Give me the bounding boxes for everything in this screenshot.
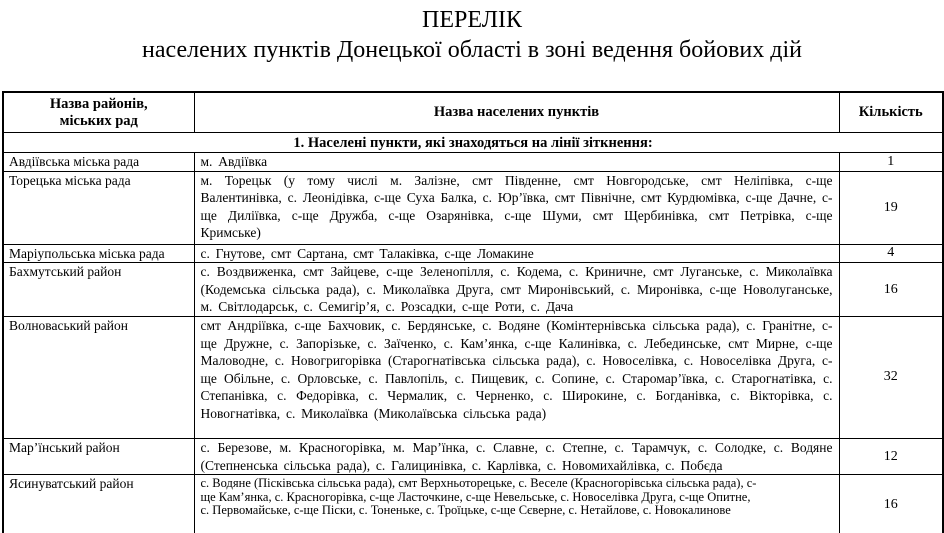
count-cell: 19 [839, 171, 943, 244]
settlements-cell: м. Авдіївка [194, 153, 839, 172]
district-cell: Маріупольська міська рада [3, 244, 194, 263]
district-cell: Волноваський район [3, 316, 194, 438]
header-settlements: Назва населених пунктів [194, 92, 839, 133]
header-districts [3, 92, 194, 133]
settlements-cell: с. Водяне (Пісківська сільська рада), смт Верхньоторецьке, с. Веселе (Красногорівська сільська рада), с-ще Кам’янка, с. Красногорівка, с-ще Ласточкине, с-ще Невельське, с. Новоселівка Друга, с-ще Опитне, с. Первомайське, с-ще Піски, с. Тоненьке, с. Троїцьке, с-ще Сєверне, с. Нетайлове, с. Новокалинове [194, 475, 839, 533]
table-row [3, 244, 943, 263]
table-header-row [3, 92, 943, 133]
page-title [0, 5, 944, 65]
settlements-table [2, 91, 944, 533]
title-line-2: населених пунктів Донецької області в зоні ведення бойових дій [142, 37, 802, 63]
count-cell: 1 [839, 153, 943, 172]
header-districts-line1: Назва районів, [49, 95, 148, 112]
section-row [3, 133, 943, 153]
settlements-cell: смт Андріївка, с-ще Бахчовик, с. Бердянське, с. Водяне (Комінтернівська сільська рада), с. Гранітне, с-ще Дружне, с. Запорізьке, с. Заїченко, с. Кам’янка, с-ще Калинівка, с. Лебединське, смт Мирне, с-ще Маловодне, с. Новогригорівка (Старогнатівська сільська рада), с. Новоселівка, с. Новоселівка Друга, с-ще Обільне, с. Орловське, с. Павлопіль, с. Пищевик, с. Сопине, с. Старомар’ївка, с. Старогнатівка, с. Степанівка, с. Федорівка, с. Чермалик, с. Черненко, с. Широкине, с. Богданівка, с. Вікторівка, с. Новогнатівка, с. Миколаївка (Миколаївська сільська рада) [194, 316, 839, 438]
section-title: 1. Населені пункти, які знаходяться на лінії зіткнення: [3, 133, 943, 153]
count-cell: 12 [839, 438, 943, 474]
title-line-1: ПЕРЕЛІК [422, 7, 522, 33]
count-cell: 32 [839, 316, 943, 438]
district-cell: Ясинуватський район [3, 475, 194, 533]
district-cell: Мар’їнський район [3, 438, 194, 474]
table-row [3, 171, 943, 244]
table-row [3, 475, 943, 533]
district-cell: Авдіївська міська рада [3, 153, 194, 172]
count-cell: 16 [839, 263, 943, 317]
settlements-cell: с. Воздвиженка, смт Зайцеве, с-ще Зеленопілля, с. Кодема, с. Криничне, смт Луганське, с. Миколаївка (Кодемська сільська рада), с. Миколаївка Друга, смт Миронівський, с. Миронівка, с-ще Новолуганське, м. Світлодарськ, с. Семигір’я, с. Розсадки, с-ще Роти, с. Дача [194, 263, 839, 317]
table-row [3, 263, 943, 317]
district-cell: Бахмутський район [3, 263, 194, 317]
settlements-cell: м. Торецьк (у тому числі м. Залізне, смт Південне, смт Новгородське, смт Неліпівка, с-ще Валентинівка, с. Леонідівка, с-ще Суха Балка, с. Юр’ївка, смт Північне, смт Курдюмівка, с-ще Дачне, с-ще Диліївка, с-ще Дружба, с-ще Озарянівка, с-ще Шуми, смт Щербинівка, смт Петрівка, с-ще Кримське) [194, 171, 839, 244]
count-cell: 16 [839, 475, 943, 533]
table-row [3, 153, 943, 172]
district-cell: Торецька міська рада [3, 171, 194, 244]
settlements-cell: с. Гнутове, смт Сартана, смт Талаківка, с-ще Ломакине [194, 244, 839, 263]
header-districts-line2: міських рад [59, 112, 138, 129]
table-row [3, 316, 943, 438]
count-cell: 4 [839, 244, 943, 263]
table-row [3, 438, 943, 474]
header-count: Кількість [839, 92, 943, 133]
settlements-cell: с. Березове, м. Красногорівка, м. Мар’їнка, с. Славне, с. Степне, с. Тарамчук, с. Солодке, с. Водяне (Степненська сільська рада), с. Галицинівка, с. Карлівка, с. Новомихайлівка, с. Побєда [194, 438, 839, 474]
